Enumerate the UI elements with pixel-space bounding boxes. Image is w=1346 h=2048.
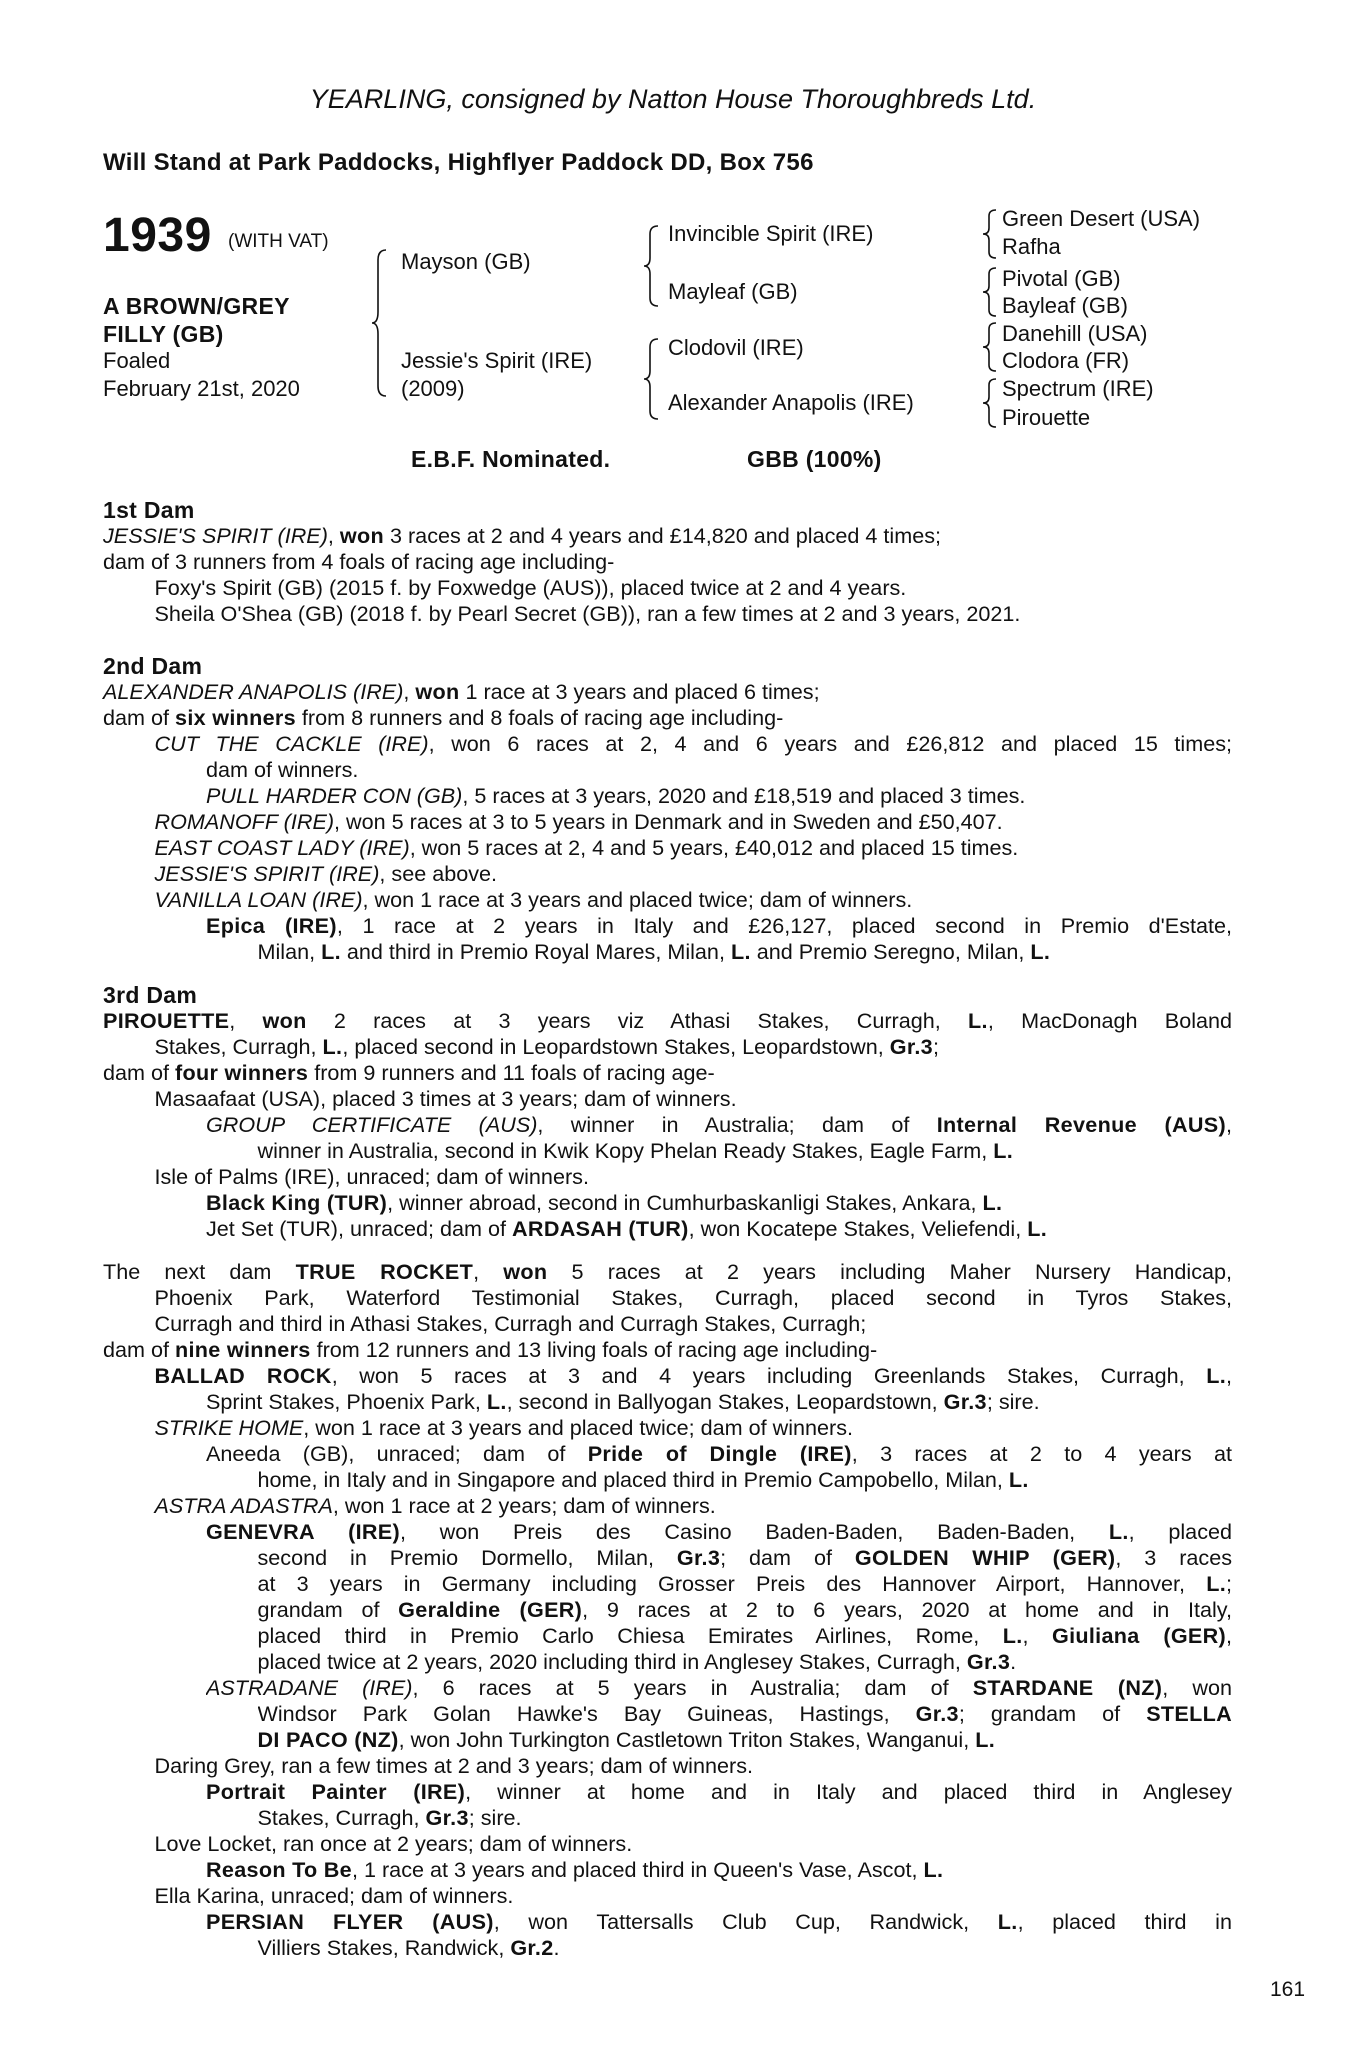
text: Windsor Park Golan Hawke's Bay Guineas, Hastings, bbox=[257, 1701, 916, 1726]
pedigree-text-line bbox=[258, 1701, 1233, 1727]
pedigree-text-line bbox=[258, 1649, 1233, 1675]
pedigree-gen3-3: Pivotal (GB) bbox=[1002, 266, 1121, 291]
pedigree-dam-year: (2009) bbox=[401, 376, 465, 401]
bold-text: Internal Revenue (AUS) bbox=[936, 1112, 1226, 1137]
pedigree-text-line bbox=[103, 523, 1232, 549]
pedigree-gen3-6: Clodora (FR) bbox=[1002, 348, 1130, 373]
pedigree-gen3-1: Green Desert (USA) bbox=[1002, 206, 1201, 231]
pedigree-text-line bbox=[155, 1285, 1233, 1311]
pedigree-brace-gen3-1 bbox=[980, 208, 1000, 260]
catalogue-heading: YEARLING, consigned by Natton House Thoroughbreds Ltd. bbox=[309, 84, 1037, 114]
text: , bbox=[403, 679, 416, 704]
bold-text: L. bbox=[730, 939, 751, 964]
pedigree-text-line bbox=[155, 601, 1233, 627]
bold-text: Black King (TUR) bbox=[206, 1190, 388, 1215]
text: , bbox=[1226, 1623, 1232, 1648]
pedigree-text-line bbox=[206, 1216, 1232, 1242]
text: , placed second in Leopardstown Stakes, Leopardstown, bbox=[342, 1034, 890, 1059]
text: , 6 races at 5 years in Australia; dam of bbox=[412, 1675, 973, 1700]
italic-text: EAST COAST LADY (IRE) bbox=[154, 835, 410, 860]
bold-text: L. bbox=[1108, 1519, 1129, 1544]
text: , won 1 race at 2 years; dam of winners. bbox=[332, 1493, 716, 1518]
pedigree-text-line bbox=[206, 1909, 1232, 1935]
pedigree-text-line bbox=[155, 1311, 1233, 1337]
text: second in Premio Dormello, Milan, bbox=[257, 1545, 677, 1570]
pedigree-text-line bbox=[258, 1935, 1233, 1961]
text: Stakes, Curragh, bbox=[154, 1034, 323, 1059]
bold-text: L. bbox=[1002, 1623, 1023, 1648]
bold-text: Gr.3 bbox=[966, 1649, 1011, 1674]
text: at 3 years in Germany including Grosser Preis des Hannover Airport, Hannover, bbox=[257, 1571, 1207, 1596]
text: ; dam of bbox=[720, 1545, 855, 1570]
pedigree-gen3-5: Danehill (USA) bbox=[1002, 321, 1148, 346]
text: , won John Turkington Castletown Triton Stakes, Wanganui, bbox=[398, 1727, 976, 1752]
bold-text: L. bbox=[321, 939, 341, 964]
italic-text: JESSIE'S SPIRIT (IRE) bbox=[154, 861, 380, 886]
pedigree-gen3-4: Bayleaf (GB) bbox=[1002, 293, 1128, 318]
bold-text: L. bbox=[982, 1190, 1003, 1215]
text: , bbox=[1226, 1363, 1232, 1388]
pedigree-brace-gen3-2 bbox=[980, 266, 1000, 318]
pedigree-text-line bbox=[258, 1545, 1233, 1571]
text: , winner in Australia; dam of bbox=[537, 1112, 937, 1137]
pedigree-brace-gen3-3 bbox=[980, 321, 1000, 373]
pedigree-text-line bbox=[155, 1753, 1233, 1779]
next-dam-section bbox=[103, 1259, 1232, 1961]
text: Sheila O'Shea (GB) (2018 f. by Pearl Secret (GB)), ran a few times at 2 and 3 years, 2021. bbox=[154, 601, 1021, 626]
text: , winner abroad, second in Cumhurbaskanligi Stakes, Ankara, bbox=[387, 1190, 983, 1215]
bold-text: Giuliana (GER) bbox=[1051, 1623, 1226, 1648]
text: , won Tattersalls Club Cup, Randwick, bbox=[493, 1909, 998, 1934]
stabling-location: Will Stand at Park Paddocks, Highflyer Paddock DD, Box 756 bbox=[103, 149, 814, 176]
pedigree-text-line bbox=[258, 1467, 1233, 1493]
text: from 12 runners and 13 living foals of racing age including- bbox=[310, 1337, 878, 1362]
lot-description-line1: A BROWN/GREY bbox=[103, 293, 290, 319]
text: 1 race at 3 years and placed 6 times; bbox=[459, 679, 820, 704]
ebf-nomination: E.B.F. Nominated. bbox=[411, 446, 611, 472]
pedigree-text-line bbox=[103, 1259, 1232, 1285]
text: , won bbox=[1162, 1675, 1232, 1700]
pedigree-text-line bbox=[103, 1337, 1232, 1363]
pedigree-gen3-2: Rafha bbox=[1002, 234, 1061, 259]
pedigree-text-line bbox=[155, 1493, 1233, 1519]
pedigree-text-line bbox=[206, 1519, 1232, 1545]
pedigree-gen3-8: Pirouette bbox=[1002, 405, 1091, 430]
lot-number: 1939 bbox=[103, 209, 212, 262]
pedigree-text-line bbox=[258, 1623, 1233, 1649]
bold-text: PERSIAN FLYER (AUS) bbox=[206, 1909, 494, 1934]
bold-text: L. bbox=[993, 1138, 1014, 1163]
bold-text: Reason To Be bbox=[206, 1857, 352, 1882]
pedigree-text-line bbox=[103, 1008, 1232, 1034]
pedigree-text-line bbox=[103, 679, 1232, 705]
bold-text: four winners bbox=[175, 1060, 309, 1085]
text: , placed third in bbox=[1017, 1909, 1232, 1934]
text: Masaafaat (USA), placed 3 times at 3 years; dam of winners. bbox=[154, 1086, 737, 1111]
pedigree-text-line bbox=[206, 1441, 1232, 1467]
pedigree-text-line bbox=[206, 913, 1232, 939]
text: dam of 3 runners from 4 foals of racing age including- bbox=[103, 549, 615, 574]
bold-text: Gr.3 bbox=[889, 1034, 933, 1059]
text: The next dam bbox=[103, 1259, 296, 1284]
bold-text: DI PACO (NZ) bbox=[257, 1727, 399, 1752]
bold-text: Gr.3 bbox=[676, 1545, 721, 1570]
bold-text: Geraldine (GER) bbox=[398, 1597, 583, 1622]
bold-text: won bbox=[339, 523, 384, 548]
text: , see above. bbox=[379, 861, 498, 886]
text: , 5 races at 3 years, 2020 and £18,519 and placed 3 times. bbox=[462, 783, 1026, 808]
text: . bbox=[1010, 1649, 1017, 1674]
bold-text: L. bbox=[1027, 1216, 1047, 1241]
bold-text: STARDANE (NZ) bbox=[972, 1675, 1163, 1700]
text: and Premio Seregno, Milan, bbox=[750, 939, 1031, 964]
pedigree-text-line bbox=[206, 1675, 1232, 1701]
pedigree-brace-gen1 bbox=[370, 248, 390, 398]
bold-text: nine winners bbox=[175, 1337, 311, 1362]
text: , won 5 races at 3 to 5 years in Denmark and in Sweden and £50,407. bbox=[334, 809, 1003, 834]
bold-text: L. bbox=[486, 1389, 507, 1414]
bold-text: Gr.3 bbox=[915, 1701, 959, 1726]
pedigree-text-line bbox=[155, 731, 1233, 757]
text: placed third in Premio Carlo Chiesa Emirates Airlines, Rome, bbox=[257, 1623, 1003, 1648]
text: Phoenix Park, Waterford Testimonial Stakes, Curragh, placed second in Tyros Stakes, bbox=[154, 1285, 1232, 1310]
pedigree-text-line bbox=[206, 757, 1232, 783]
text: . bbox=[553, 1935, 560, 1960]
text: Love Locket, ran once at 2 years; dam of winners. bbox=[154, 1831, 633, 1856]
bold-text: L. bbox=[1030, 939, 1051, 964]
italic-text: PULL HARDER CON (GB) bbox=[206, 783, 463, 808]
pedigree-text-line bbox=[155, 809, 1233, 835]
text: , 3 races bbox=[1115, 1545, 1232, 1570]
italic-text: ROMANOFF (IRE) bbox=[154, 809, 335, 834]
bold-text: Gr.2 bbox=[510, 1935, 554, 1960]
pedigree-text-line bbox=[206, 1112, 1232, 1138]
pedigree-brace-sire bbox=[642, 224, 662, 308]
bold-text: TRUE ROCKET bbox=[295, 1259, 474, 1284]
pedigree-text-line bbox=[258, 1138, 1233, 1164]
pedigree-sire: Mayson (GB) bbox=[401, 249, 531, 274]
text: , won Kocatepe Stakes, Veliefendi, bbox=[688, 1216, 1028, 1241]
bold-text: L. bbox=[975, 1727, 995, 1752]
italic-text: STRIKE HOME bbox=[154, 1415, 304, 1440]
text: dam of bbox=[103, 705, 176, 730]
text: Ella Karina, unraced; dam of winners. bbox=[154, 1883, 514, 1908]
pedigree-text-line bbox=[155, 835, 1233, 861]
bold-text: won bbox=[415, 679, 460, 704]
text: ; bbox=[1226, 1571, 1232, 1596]
text: , 9 races at 2 to 6 years, 2020 at home and in Italy, bbox=[582, 1597, 1232, 1622]
text: dam of bbox=[103, 1060, 176, 1085]
italic-text: ASTRADANE (IRE) bbox=[206, 1675, 413, 1700]
bold-text: L. bbox=[1206, 1363, 1226, 1388]
text: placed twice at 2 years, 2020 including third in Anglesey Stakes, Curragh, bbox=[257, 1649, 967, 1674]
pedigree-text-line bbox=[155, 1164, 1233, 1190]
pedigree-text-line bbox=[155, 575, 1233, 601]
pedigree-text-line bbox=[103, 549, 1232, 575]
bold-text: won bbox=[262, 1008, 307, 1033]
text: from 8 runners and 8 foals of racing age including- bbox=[295, 705, 784, 730]
pedigree-text-line bbox=[258, 1727, 1233, 1753]
section-heading: 1st Dam bbox=[103, 497, 195, 523]
first-dam-section bbox=[103, 497, 1232, 627]
bold-text: Gr.3 bbox=[425, 1805, 469, 1830]
text: , won 5 races at 2, 4 and 5 years, £40,012 and placed 15 times. bbox=[409, 835, 1019, 860]
foaled-label: Foaled bbox=[103, 348, 171, 373]
pedigree-brace-dam bbox=[642, 337, 662, 421]
pedigree-text-line bbox=[155, 1831, 1233, 1857]
text: and third in Premio Royal Mares, Milan, bbox=[340, 939, 731, 964]
bold-text: L. bbox=[923, 1857, 944, 1882]
pedigree-text-line bbox=[155, 1034, 1233, 1060]
bold-text: BALLAD ROCK bbox=[154, 1363, 332, 1388]
text: Jet Set (TUR), unraced; dam of bbox=[206, 1216, 513, 1241]
pedigree-dam: Jessie's Spirit (IRE) bbox=[401, 348, 593, 373]
pedigree-text-line bbox=[155, 1363, 1233, 1389]
italic-text: ALEXANDER ANAPOLIS (IRE) bbox=[103, 679, 404, 704]
pedigree-text-line bbox=[206, 1389, 1232, 1415]
italic-text: ASTRA ADASTRA bbox=[154, 1493, 333, 1518]
text: , won 1 race at 3 years and placed twice; dam of winners. bbox=[362, 887, 913, 912]
pedigree-text-line bbox=[155, 887, 1233, 913]
bold-text: GOLDEN WHIP (GER) bbox=[854, 1545, 1116, 1570]
italic-text: CUT THE CACKLE (IRE) bbox=[154, 731, 429, 756]
text: , 1 race at 2 years in Italy and £26,127, placed second in Premio d'Estate, bbox=[336, 913, 1232, 938]
bold-text: L. bbox=[1206, 1571, 1226, 1596]
text: , second in Ballyogan Stakes, Leopardstown, bbox=[506, 1389, 944, 1414]
text: Milan, bbox=[257, 939, 322, 964]
text: ; sire. bbox=[986, 1389, 1040, 1414]
text: , bbox=[1226, 1112, 1232, 1137]
text: , 3 races at 2 to 4 years at bbox=[851, 1441, 1232, 1466]
pedigree-text-line bbox=[206, 1779, 1232, 1805]
pedigree-gen3-7: Spectrum (IRE) bbox=[1002, 376, 1154, 401]
text: , MacDonagh Boland bbox=[987, 1008, 1232, 1033]
bold-text: Pride of Dingle (IRE) bbox=[587, 1441, 852, 1466]
pedigree-text-line bbox=[258, 939, 1233, 965]
text: , won 5 races at 3 and 4 years including Greenlands Stakes, Curragh, bbox=[331, 1363, 1207, 1388]
pedigree-text-line bbox=[206, 783, 1232, 809]
pedigree-text-line bbox=[258, 1571, 1233, 1597]
text: , winner at home and in Italy and placed third in Anglesey bbox=[465, 1779, 1232, 1804]
text: winner in Australia, second in Kwik Kopy Phelan Ready Stakes, Eagle Farm, bbox=[257, 1138, 994, 1163]
text: Foxy's Spirit (GB) (2015 f. by Foxwedge (AUS)), placed twice at 2 and 4 years. bbox=[154, 575, 907, 600]
pedigree-text-line bbox=[155, 1415, 1233, 1441]
second-dam-section bbox=[103, 653, 1232, 965]
text: home, in Italy and in Singapore and placed third in Premio Campobello, Milan, bbox=[257, 1467, 1009, 1492]
bold-text: L. bbox=[322, 1034, 343, 1059]
bold-text: L. bbox=[968, 1008, 988, 1033]
text: 2 races at 3 years viz Athasi Stakes, Curragh, bbox=[306, 1008, 969, 1033]
page-number: 161 bbox=[1270, 1978, 1306, 2001]
text: Isle of Palms (IRE), unraced; dam of winners. bbox=[154, 1164, 589, 1189]
pedigree-text-line bbox=[206, 1190, 1232, 1216]
pedigree-brace-gen3-4 bbox=[980, 377, 1000, 429]
text: Aneeda (GB), unraced; dam of bbox=[206, 1441, 588, 1466]
pedigree-text-line bbox=[155, 861, 1233, 887]
gbb-status: GBB (100%) bbox=[747, 446, 882, 472]
text: , 1 race at 3 years and placed third in Queen's Vase, Ascot, bbox=[351, 1857, 924, 1882]
text: , bbox=[1022, 1623, 1052, 1648]
text: Curragh and third in Athasi Stakes, Curragh and Curragh Stakes, Curragh; bbox=[154, 1311, 867, 1336]
bold-text: Portrait Painter (IRE) bbox=[206, 1779, 466, 1804]
text: 3 races at 2 and 4 years and £14,820 and placed 4 times; bbox=[383, 523, 941, 548]
italic-text: GROUP CERTIFICATE (AUS) bbox=[206, 1112, 538, 1137]
text: Villiers Stakes, Randwick, bbox=[257, 1935, 511, 1960]
bold-text: ARDASAH (TUR) bbox=[512, 1216, 689, 1241]
italic-text: JESSIE'S SPIRIT (IRE) bbox=[103, 523, 328, 548]
pedigree-sire-sire: Invincible Spirit (IRE) bbox=[668, 221, 874, 246]
text: from 9 runners and 11 foals of racing age- bbox=[308, 1060, 715, 1085]
text: , bbox=[327, 523, 340, 548]
pedigree-text-line bbox=[155, 1883, 1233, 1909]
pedigree-sire-dam: Mayleaf (GB) bbox=[668, 279, 798, 304]
text: Sprint Stakes, Phoenix Park, bbox=[206, 1389, 487, 1414]
text: Stakes, Curragh, bbox=[257, 1805, 426, 1830]
pedigree-text-line bbox=[258, 1597, 1233, 1623]
text: 5 races at 2 years including Maher Nursery Handicap, bbox=[547, 1259, 1232, 1284]
bold-text: six winners bbox=[175, 705, 296, 730]
pedigree-text-line bbox=[103, 1060, 1232, 1086]
pedigree-text-line bbox=[206, 1857, 1232, 1883]
pedigree-text-line bbox=[258, 1805, 1233, 1831]
pedigree-text-line bbox=[155, 1086, 1233, 1112]
text: ; bbox=[932, 1034, 939, 1059]
bold-text: Gr.3 bbox=[943, 1389, 987, 1414]
text: dam of winners. bbox=[206, 757, 359, 782]
bold-text: STELLA bbox=[1146, 1701, 1232, 1726]
text: grandam of bbox=[257, 1597, 399, 1622]
bold-text: L. bbox=[1008, 1467, 1029, 1492]
third-dam-section bbox=[103, 982, 1232, 1242]
text: ; grandam of bbox=[958, 1701, 1147, 1726]
italic-text: VANILLA LOAN (IRE) bbox=[154, 887, 363, 912]
pedigree-text-line bbox=[103, 705, 1232, 731]
text: , bbox=[229, 1008, 263, 1033]
lot-description-line2: FILLY (GB) bbox=[103, 321, 224, 347]
pedigree-dam-dam: Alexander Anapolis (IRE) bbox=[668, 390, 914, 415]
section-heading: 2nd Dam bbox=[103, 653, 203, 679]
bold-text: L. bbox=[997, 1909, 1018, 1934]
vat-note: (WITH VAT) bbox=[228, 231, 329, 252]
text: Daring Grey, ran a few times at 2 and 3 years; dam of winners. bbox=[154, 1753, 753, 1778]
bold-text: won bbox=[503, 1259, 548, 1284]
foaled-date: February 21st, 2020 bbox=[103, 376, 300, 401]
bold-text: GENEVRA (IRE) bbox=[206, 1519, 400, 1544]
bold-text: Epica (IRE) bbox=[206, 913, 337, 938]
pedigree-dam-sire: Clodovil (IRE) bbox=[668, 335, 804, 360]
text: , placed bbox=[1128, 1519, 1232, 1544]
text: , bbox=[473, 1259, 504, 1284]
text: , won Preis des Casino Baden-Baden, Baden-Baden, bbox=[399, 1519, 1109, 1544]
section-heading: 3rd Dam bbox=[103, 982, 198, 1008]
bold-text: PIROUETTE bbox=[103, 1008, 230, 1033]
text: , won 6 races at 2, 4 and 6 years and £26,812 and placed 15 times; bbox=[428, 731, 1232, 756]
text: dam of bbox=[103, 1337, 176, 1362]
text: , won 1 race at 3 years and placed twice; dam of winners. bbox=[303, 1415, 854, 1440]
text: ; sire. bbox=[468, 1805, 522, 1830]
